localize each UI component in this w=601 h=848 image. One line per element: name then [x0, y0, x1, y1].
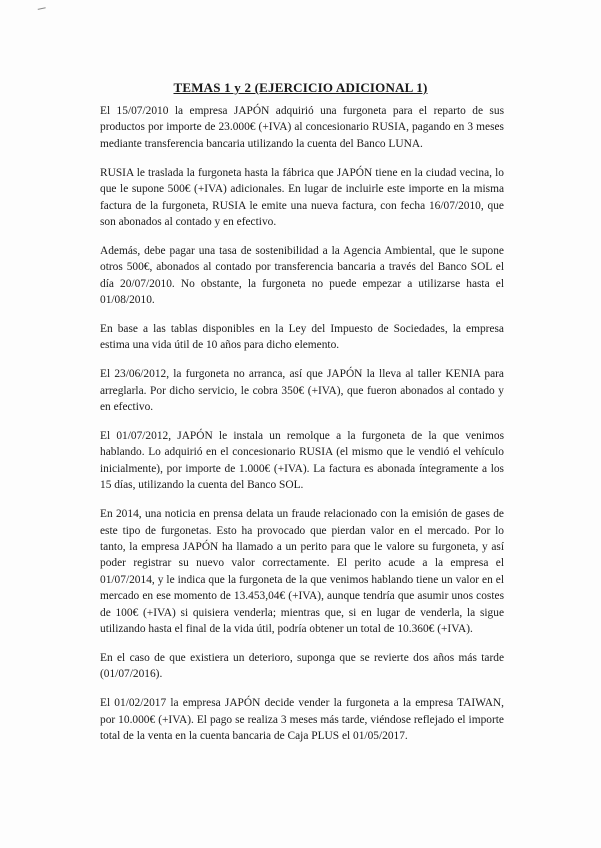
paragraph-purchase: El 15/07/2010 la empresa JAPÓN adquirió una furgoneta para el reparto de sus productos por importe de 23.000€ (+IVA) al concesionario RUSIA, pagando en 3 meses mediante transferencia bancaria utilizando la cuenta del Banco LUNA.: [100, 105, 504, 150]
paragraph-sustainability-fee: Además, debe pagar una tasa de sostenibilidad a la Agencia Ambiental, que le supone otros 500€, abonados al contado por transferencia bancaria a través del Banco SOL el día 20/07/2010. No obstante, la furgoneta no puede empezar a utilizarse hasta el 01/08/2010.: [100, 244, 504, 307]
paragraph-transport: RUSIA le traslada la furgoneta hasta la fábrica que JAPÓN tiene en la ciudad vecina, lo que le supone 500€ (+IVA) adicionales. En lugar de incluirle este importe en la misma factura de la furgoneta, RUSIA le emite una nueva factura, con fecha 16/07/2010, que son abonados al contado y en efectivo.: [100, 166, 504, 228]
scan-artifact-mark: [38, 7, 47, 13]
paragraph-repair: El 23/06/2012, la furgoneta no arranca, así que JAPÓN la lleva al taller KENIA para arreglarla. Por dicho servicio, le cobra 350€ (+IVA), que fueron abonados al contado y en efectivo.: [100, 368, 504, 414]
paragraph-useful-life: En base a las tablas disponibles en la Ley del Impuesto de Sociedades, la empresa estima una vida útil de 10 años para dicho elemento.: [100, 322, 504, 352]
paragraph-trailer: El 01/07/2012, JAPÓN le instala un remolque a la furgoneta de la que venimos hablando. Lo adquirió en el concesionario RUSIA (el mismo que le vendió el vehículo inicialmente), por importe de 1.000€ (+IVA). La factura es abonada íntegramente a los 15 días, utilizando la cuenta del Banco SOL.: [100, 430, 504, 492]
paragraph-impairment: En 2014, una noticia en prensa delata un fraude relacionado con la emisión de gases de este tipo de furgonetas. Esto ha provocado que pierdan valor en el mercado. Por lo tanto, la empresa JAPÓN ha llamado a un perito para que le valore su furgoneta, y así poder registrar su nuevo valor correctamente. El perito acude a la empresa el 01/07/2014, y le indica que la furgoneta de la que venimos hablando tiene un valor en el mercado en ese momento de 13.453,04€ (+IVA), aunque tendría que asumir unos costes de 100€ (+IVA) si quisiera venderla; mientras que, si en lugar de venderla, la sigue utilizando hasta el final de la vida útil, podría obtener un total de 10.360€ (+IVA).: [100, 508, 504, 635]
document-title: TEMAS 1 y 2 (EJERCICIO ADICIONAL 1): [173, 80, 428, 95]
paragraph-reversal: En el caso de que existiera un deterioro, suponga que se revierte dos años más tarde (01/07/2016).: [100, 651, 504, 681]
paragraph-sale: El 01/02/2017 la empresa JAPÓN decide vender la furgoneta a la empresa TAIWAN, por 10.000€ (+IVA). El pago se realiza 3 meses más tarde, viéndose reflejado el importe total de la venta en la cuenta bancaria de Caja PLUS el 01/05/2017.: [100, 697, 504, 742]
document-body: [100, 103, 504, 757]
